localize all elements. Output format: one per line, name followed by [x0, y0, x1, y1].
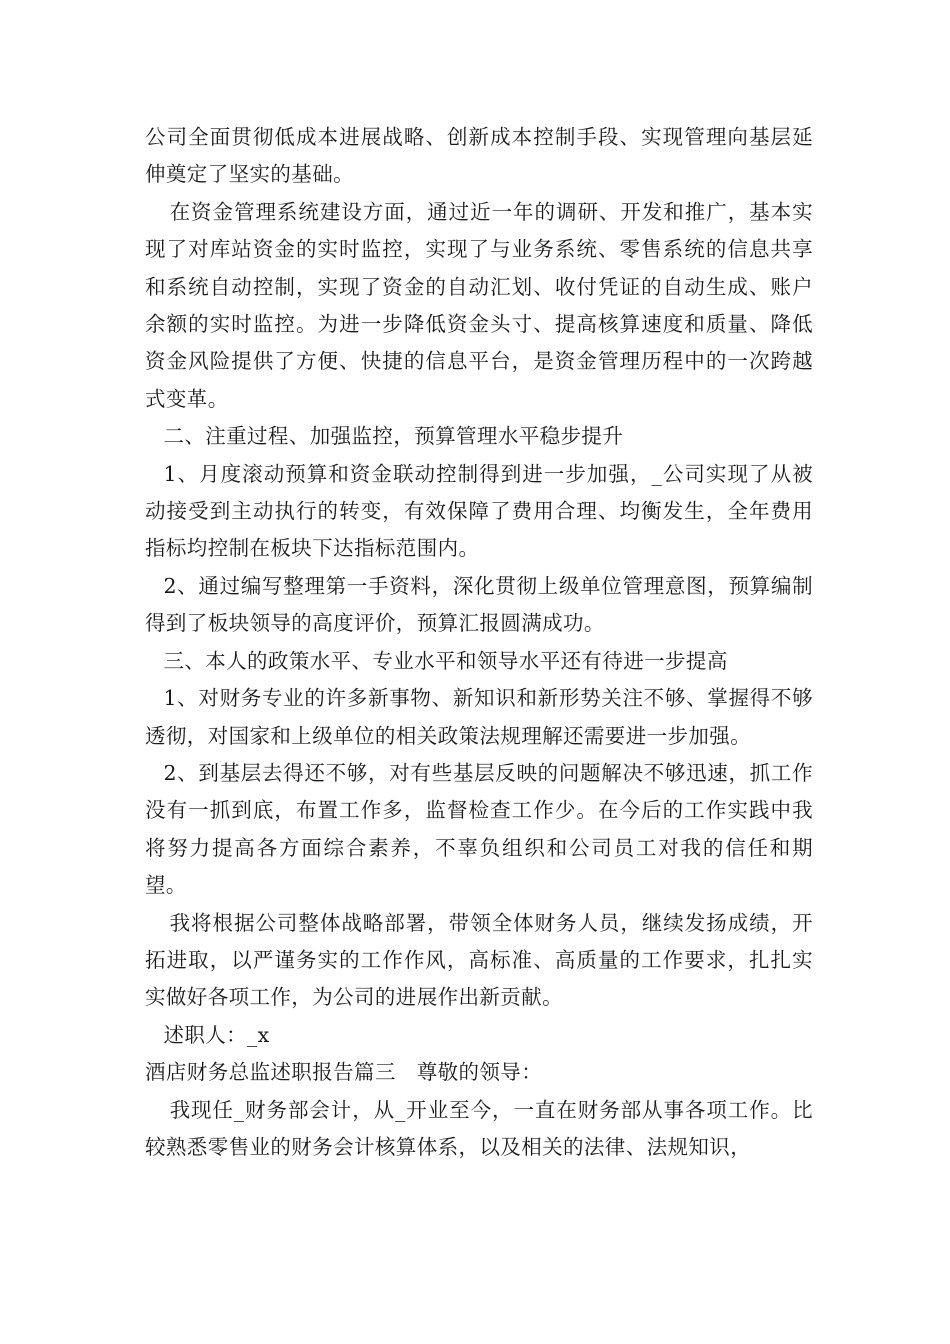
paragraph: 公司全面贯彻低成本进展战略、创新成本控制手段、实现管理向基层延伸奠定了坚实的基础。: [145, 125, 813, 187]
section-heading: 三、本人的政策水平、专业水平和领导水平还有待进一步提高: [163, 648, 728, 673]
document-body: [145, 119, 813, 1166]
signature-line: 述职人：_x: [163, 1022, 270, 1047]
list-item: 2、通过编写整理第一手资料，深化贯彻上级单位管理意图，预算编制得到了板块领导的高度评价，预算汇报圆满成功。: [145, 573, 813, 636]
paragraph: 在资金管理系统建设方面，通过近一年的调研、开发和推广，基本实现了对库站资金的实时监控，实现了与业务系统、零售系统的信息共享和系统自动控制，实现了资金的自动汇划、收付凭证的自动生成、账户余额的实时监控。为进一步降低资金头寸、提高核算速度和质量、降低资金风险提供了方便、快捷的信息平台，是资金管理历程中的一次跨越式变革。: [145, 199, 813, 411]
paragraph: 我将根据公司整体战略部署，带领全体财务人员，继续发扬成绩，开拓进取，以严谨务实的工作作风，高标准、高质量的工作要求，扎扎实实做好各项工作，为公司的进展作出新贡献。: [145, 910, 813, 1010]
list-item: 1、月度滚动预算和资金联动控制得到进一步加强，_公司实现了从被动接受到主动执行的转变，有效保障了费用合理、均衡发生，全年费用指标均控制在板块下达指标范围内。: [145, 461, 813, 561]
list-item: 1、对财务专业的许多新事物、新知识和新形势关注不够、掌握得不够透彻，对国家和上级单位的相关政策法规理解还需要进一步加强。: [145, 686, 813, 748]
paragraph: 我现任_财务部会计，从_开业至今，一直在财务部从事各项工作。比较熟悉零售业的财务会计核算体系，以及相关的法律、法规知识，: [145, 1097, 813, 1159]
report-title-line: 酒店财务总监述职报告篇三 尊敬的领导：: [145, 1060, 543, 1085]
section-heading: 二、注重过程、加强监控，预算管理水平稳步提升: [163, 424, 624, 449]
list-item: 2、到基层去得还不够，对有些基层反映的问题解决不够迅速，抓工作没有一抓到底，布置工作多，监督检查工作少。在今后的工作实践中我将努力提高各方面综合素养，不辜负组织和公司员工对我的信任和期望。: [145, 760, 813, 898]
